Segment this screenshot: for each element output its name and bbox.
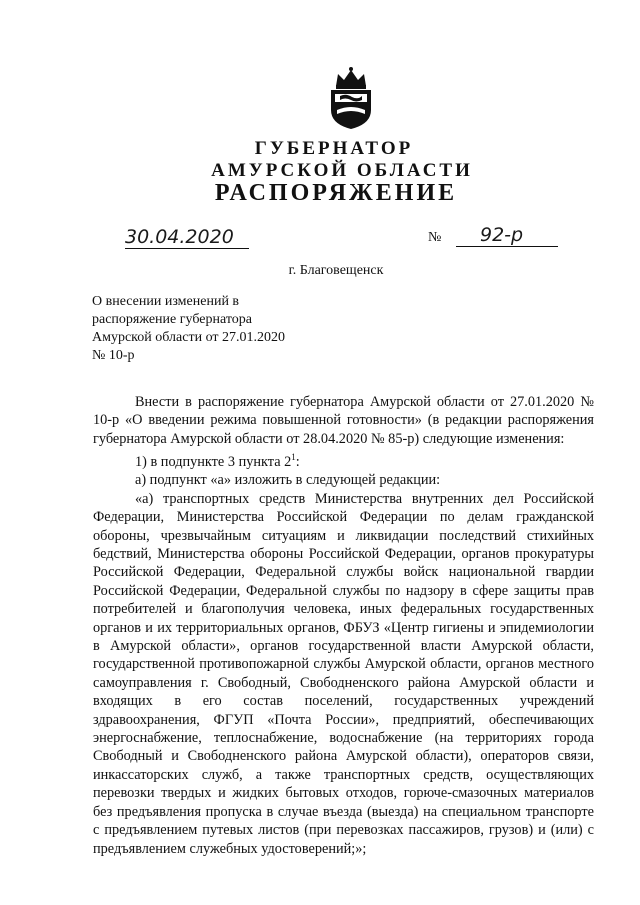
document-body <box>93 393 594 858</box>
subject-line: О внесении изменений в <box>92 294 240 309</box>
document-type-title: РАСПОРЯЖЕНИЕ <box>214 180 458 206</box>
body-paragraph <box>93 448 594 471</box>
document-subject <box>92 293 285 365</box>
body-paragraph: а) подпункт «а» изложить в следующей редакции: <box>135 472 441 489</box>
subject-line: Амурской области от 27.01.2020 <box>92 330 285 345</box>
subject-line: № 10-р <box>92 348 135 363</box>
item-text: 1) в подпункте 3 пункта 2 <box>135 453 292 470</box>
superscript: 1 <box>291 452 296 463</box>
body-paragraph: «а) транспортных средств Министерства внутренних дел Российской Федерации, Министерства Российской Федерации по делам гражданской обороны, чрезвычайным ситуациям и ликвидации последствий стихийных бедствий, Министерства обороны Российской Федерации, органов прокуратуры Российской Федерации, Федеральной службы войск национальной гвардии Российской Федерации, Федеральной службы по надзору в сфере защиты прав потребителей и благополучия человека, иных федеральных государственных органов и их территориальных органов, ФБУЗ «Центр гигиены и эпидемиологии в Амурской области», органов государственной власти Амурской области, государственной противопожарной службы Амурской области, органов местного самоуправления г. Свободный, Свободненского района Амурской области и входящих в его состав поселений, государственных учреждений здравоохранения, ФГУП «Почта России», предприятий, обеспечивающих энергоснабжение, теплоснабжение, водоснабжение (на территориях города Свободный и Свободненского района Амурской области), операторов связи, инкассаторских служб, а также транспортных средств, осуществляющих перевозки твердых и жидких бытовых отходов, горюче-смазочных материалов без предъявления пропуска в случае въезда (выезда) на специальном транспорте с предъявлением путевых листов (при перевозках пассажиров, грузов) и (или) с предъявлением служебных удостоверений;»; <box>93 490 594 857</box>
document-date: 30.04.2020 <box>125 226 249 249</box>
city-name: г. Благовещенск <box>288 263 384 278</box>
document-number: 92-р <box>456 224 558 247</box>
body-paragraph: Внести в распоряжение губернатора Амурской области от 27.01.2020 № 10-р «О введении режима повышенной готовности» (в редакции распоряжения губернатора Амурской области от 28.04.2020 № 85-р) следующие изменения: <box>93 394 594 447</box>
subject-line: распоряжение губернатора <box>92 312 252 327</box>
header-region: АМУРСКОЙ ОБЛАСТИ <box>211 160 473 181</box>
number-label: № <box>428 230 442 245</box>
coat-of-arms-emblem <box>326 66 376 130</box>
item-colon: : <box>295 453 300 470</box>
header-governor: ГУБЕРНАТОР <box>254 138 414 159</box>
